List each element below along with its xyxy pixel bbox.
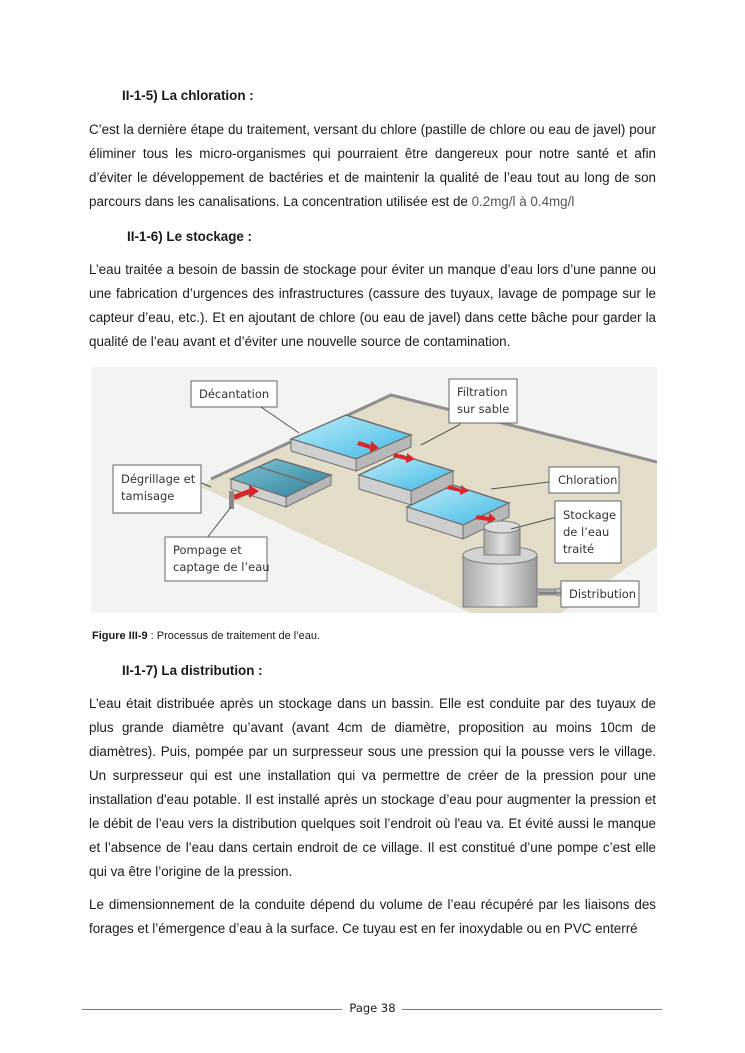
label-decantation [191,381,277,407]
label-filtration [449,379,517,423]
svg-text:de l’eau: de l’eau [563,525,610,539]
label-chloration [549,467,619,493]
svg-text:traité: traité [563,542,595,556]
svg-text:Stockage: Stockage [563,508,617,522]
label-degrillage [113,465,201,513]
pump-pipe [229,491,234,509]
figure-caption [92,630,320,642]
svg-text:Décantation: Décantation [199,387,270,401]
water-treatment-figure [91,367,657,613]
paragraph-chloration [89,118,656,214]
paragraph-distribution-1: L’eau était distribuée après un stockage dans un bassin. Elle est conduite par des tuyaux de plus grande diamètre qu’avant (avant 4cm de diamètre, proposition au moins 10cm de diamètres). Puis, pompée par un surpresseur sous une pression qui la pousse vers le village. Un surpresseur qui est une installation qui va permettre de créer de la pression pour une installation d'eau potable. Il est installé après un stockage d’eau pour augmenter la pression et le débit de l’eau vers la distribution quelques soit l’endroit où l'eau va. Et évité aussi le manque et l’absence de l’eau dans certain endroit de ce village. Il est constitué d’une pompe c’est elle qui va être l’origine de la pression. [89,696,656,879]
svg-text:Dégrillage et: Dégrillage et [121,472,196,486]
svg-text:Filtration: Filtration [457,385,508,399]
label-pompage [165,537,270,581]
chlorine-concentration: 0.2mg/l à 0.4mg/l [471,194,575,209]
label-stockage [555,501,621,563]
paragraph-chloration-text: C’est la dernière étape du traitement, versant du chlore (pastille de chlore ou eau de javel) pour éliminer tous les micro-organismes qui pourraient être dangereux pour notre santé et afin d’éviter le développement de bactéries et de maintenir la qualité de l’eau tout au long de son parcours dans les canalisations. La concentration utilisée est de [89,122,656,209]
svg-text:captage de l’eau: captage de l’eau [173,560,270,574]
page-number [0,1001,745,1015]
heading-stockage: II-1-6) Le stockage : [127,229,253,244]
figure-caption-label: Figure III-9 [92,630,148,642]
figure-caption-text: : Processus de traitement de l’eau. [147,630,321,642]
svg-text:Pompage et: Pompage et [173,543,242,557]
svg-text:tamisage: tamisage [121,489,175,503]
paragraph-stockage: L’eau traitée a besoin de bassin de stockage pour éviter un manque d’eau lors d’une panne ou une fabrication d’urgences des infrastructures (cassure des tuyaux, lavage de pompage sur le capteur d’eau, etc.). Et en ajoutant de chlore (ou eau de javel) dans cette bâche pour garder la qualité de l’eau avant et d’éviter une nouvelle source de contamination. [89,262,656,349]
paragraph-distribution-2: Le dimensionnement de la conduite dépend du volume de l’eau récupéré par les liaisons des forages et l’émergence d’eau à la surface. Ce tuyau est en fer inoxydable ou en PVC enterré [89,897,656,936]
svg-text:Distribution: Distribution [569,587,637,601]
heading-distribution: II-1-7) La distribution : [122,663,263,678]
page-number-label: Page 38 [343,1001,401,1015]
label-distribution [561,581,639,607]
heading-chloration: II-1-5) La chloration : [122,88,254,103]
svg-text:Chloration: Chloration [558,473,618,487]
svg-text:sur sable: sur sable [457,402,510,416]
